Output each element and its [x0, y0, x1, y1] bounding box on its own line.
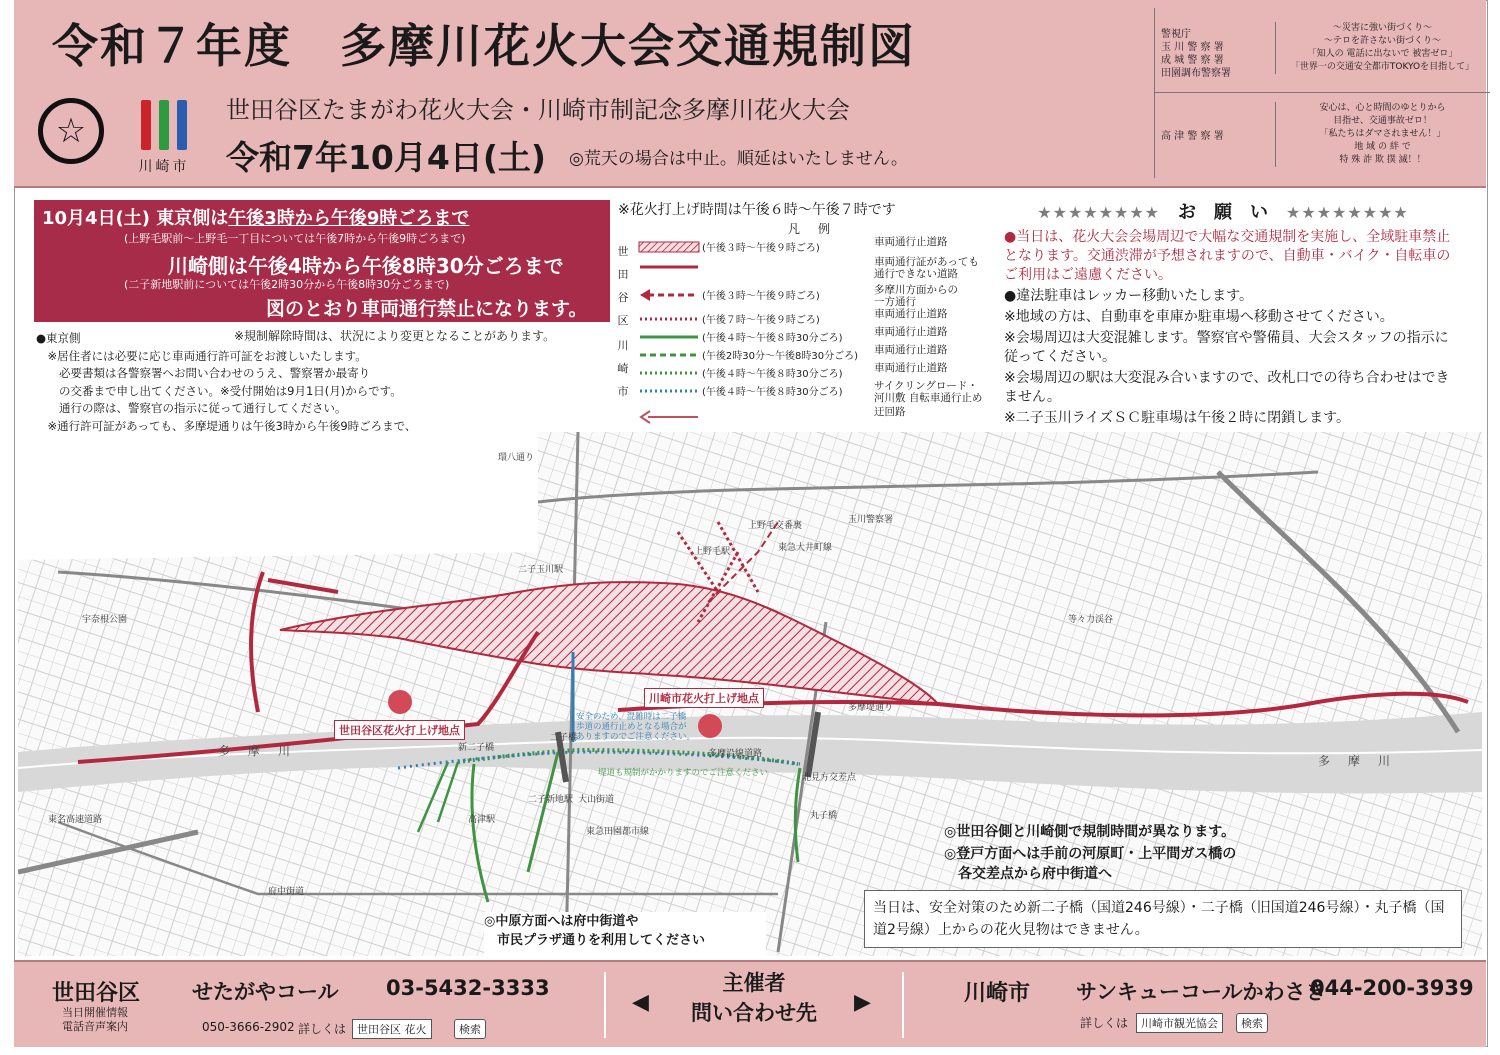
map-place-label: 多摩堤通り	[848, 703, 894, 713]
legend-symbol-solid	[638, 330, 700, 344]
regulation-map[interactable]	[18, 432, 1482, 956]
map-place-label: 二子玉川駅	[518, 565, 564, 575]
map-place-label: 上野毛駅	[694, 547, 731, 557]
event-subtitle: 世田谷区たまがわ花火大会・川崎市制記念多摩川花火大会	[226, 96, 850, 124]
request-item: ●当日は、花火大会会場周辺で大幅な交通規制を実施し、全域駐車禁止となります。交通渋滞が予想されますので、自動車・バイク・自転車のご利用はご遠慮ください。	[1004, 229, 1451, 283]
legend-item	[638, 256, 1008, 280]
map-place-label: 上野毛交番裏	[748, 521, 803, 531]
setagaya-voice-phone-link[interactable]: 050-3666-2902	[202, 1020, 295, 1034]
header	[14, 0, 1486, 188]
map-place-label: 東名高速道路	[48, 815, 103, 825]
map-place-label: 多摩沿線道路	[708, 749, 763, 759]
setagaya-launch-site-marker	[388, 690, 412, 714]
organizer-contact-heading: 主催者 問い合わせ先	[691, 971, 817, 1025]
legend-description: 車両通行止道路	[874, 308, 948, 320]
logo-bar-green	[159, 100, 169, 150]
regulation-difference-note: ◎世田谷側と川崎側で規制時間が異なります。	[944, 824, 1236, 840]
police-names: 高 津 警 察 署	[1161, 131, 1224, 142]
page-title: 令和７年度 多摩川花火大会交通規制図	[52, 19, 916, 73]
legend-symbol-dotted	[638, 366, 700, 380]
tokyo-time	[42, 204, 469, 230]
map-place-label: 大山街道	[578, 795, 615, 805]
legend-description: 多摩川方面からの 一方通行	[874, 284, 958, 308]
river-label-right: 多摩川	[1318, 754, 1409, 768]
request-title	[996, 198, 1450, 224]
kawasaki-call-name: サンキューコールかわさき	[1076, 980, 1327, 1004]
map-legend	[616, 238, 1006, 428]
request-item: ※地域の方は、自動車を車庫か駐車場へ移動させてください。	[1004, 309, 1394, 325]
kawasaki-phone-link[interactable]: 044-200-3939	[1310, 976, 1474, 1000]
legend-description: 車両通行止道路	[874, 326, 948, 338]
legend-time: (午後４時〜午後８時30分ごろ)	[702, 369, 843, 380]
legend-item	[638, 346, 1008, 364]
legend-side-setagaya: 世田谷区	[617, 245, 629, 327]
legend-description: 車両通行止道路	[874, 344, 948, 356]
map-place-label: 丸子橋	[810, 811, 838, 821]
legend-symbol-solid	[638, 260, 700, 274]
map-place-label: 環八通り	[498, 453, 535, 463]
kawasaki-time: 川崎側は午後4時から午後8時30分ごろまで	[168, 254, 564, 278]
map-place-label: 北見方交差点	[802, 773, 857, 783]
police-slogan: 〜災害に強い街づくり〜 〜テロを許さない街づくり〜 「知人の 電話に出ないで 被害ゼロ」 「世界一の交通安全都市TOKYOを目指して」	[1275, 22, 1487, 74]
map-place-label: 高津駅	[468, 815, 496, 825]
setagaya-more-label: 詳しくは	[298, 1022, 347, 1036]
map-place-label: 東急大井町線	[778, 543, 833, 553]
legend-time: (午後３時〜午後９時ごろ)	[702, 243, 820, 254]
request-heading: お 願 い	[1178, 202, 1268, 223]
request-item: ※会場周辺は大変混雑します。警察官や警備員、大会スタッフの指示に従ってください。	[1004, 330, 1449, 365]
right-arrow-icon: ▶	[854, 990, 871, 1015]
footer-divider	[604, 972, 606, 1038]
kawasaki-city-label: 川崎市	[964, 981, 1031, 1006]
legend-item	[638, 238, 1008, 256]
legend-description: 車両通行止道路	[874, 236, 948, 248]
logo-bar-blue	[177, 100, 187, 150]
fireworks-time-note: ※花火打上げ時間は午後６時〜午後７時です	[618, 202, 896, 218]
setagaya-call-name: せたがやコール	[192, 980, 339, 1004]
legend-symbol-dotted	[638, 384, 700, 398]
legend-time: (午後2時30分〜午後8時30分ごろ)	[702, 351, 858, 362]
regulation-time-panel	[34, 200, 610, 322]
map-place-label: 二子橋	[550, 733, 578, 743]
legend-symbol-dotted	[638, 312, 700, 326]
map-place-label: 府中街道	[268, 887, 305, 897]
legend-time: (午後４時〜午後８時30分ごろ)	[702, 387, 843, 398]
regulation-notes: ●東京側 ※居住者には必要に応じ車両通行許可証をお渡しいたします。 必要書類は各警察署へお問い合わせのうえ、警察署か最寄り の交番まで申し出てください。※受付開始は9月1日(月)からです。 通行の際は、警察官の指示に従って通行してください。 ※通行許可証があっても、多摩堤通りは午後3時から午後9時ごろまで、	[36, 331, 417, 433]
legend-side-kawasaki: 川崎市	[617, 339, 629, 398]
setagaya-emblem-icon: ☆	[38, 98, 104, 164]
bridge-safety-note: 安全のため、混雑時は二子橋 歩道の通行止めとなる場合が ありますのでご注意ください。	[576, 712, 696, 742]
setagaya-launch-site-label: 世田谷区花火打上げ地点	[334, 720, 465, 740]
request-item: ※二子玉川ライズＳＣ駐車場は午後２時に閉鎖します。	[1004, 410, 1351, 426]
setagaya-phone-link[interactable]: 03-5432-3333	[386, 976, 550, 1000]
map-place-label: 等々力渓谷	[1068, 615, 1114, 625]
setagaya-ward-label: 世田谷区	[52, 981, 141, 1006]
event-date: 令和7年10月4日(土)	[226, 138, 547, 177]
star-decoration-icon: ★★★★★★★★	[1037, 203, 1160, 222]
legend-item	[638, 328, 1008, 346]
release-note: ※規制解除時間は、状況により変更となることがあります。	[234, 329, 556, 343]
city-logo-label: 川崎市	[138, 159, 190, 175]
map-place-label: 新二子橋	[458, 743, 495, 753]
kawasaki-launch-site-label: 川崎市花火打上げ地点	[644, 688, 764, 708]
kawasaki-launch-site-marker	[698, 714, 722, 738]
legend-description: サイクリングロード・ 河川敷 自転車通行止め	[874, 380, 983, 404]
legend-symbol-dashed	[638, 348, 700, 362]
police-slogan: 安心は、心と時間のゆとりから 目指せ、交通事故ゼロ！ 「私たちはダマされません！」 地 域 の 絆 で 特 殊 詐 欺 撲 滅！！	[1275, 102, 1487, 167]
legend-description: 車両通行止道路	[874, 362, 948, 374]
legend-symbol-dash-arrow	[638, 288, 700, 302]
tokyo-time-range: 午後3時から午後9時ごろまで	[228, 208, 470, 229]
kawasaki-more-label: 詳しくは	[1080, 1016, 1129, 1030]
kawasaki-search-button[interactable]: 検索	[1236, 1013, 1268, 1033]
nakahara-route-text: ◎中原方面へは府中街道や 市民プラザ通りを利用してください	[484, 914, 706, 948]
police-info-box	[1154, 8, 1490, 178]
weather-note: ◎荒天の場合は中止。順延はいたしません。	[569, 149, 908, 169]
request-list	[1004, 228, 1454, 430]
legend-time: (午後３時〜午後９時ごろ)	[702, 291, 820, 302]
request-item: ※会場周辺の駅は大変混み合いますので、改札口での待ち合わせはできません。	[1004, 370, 1450, 405]
map-place-label: 東急田園都市線	[586, 827, 650, 837]
legend-item	[638, 284, 1008, 308]
tokyo-time-prefix: 10月4日(土) 東京側は	[42, 208, 229, 229]
footer-contact	[14, 960, 1486, 1047]
legend-symbol-hatch	[638, 240, 700, 254]
kaminoge-time: (上野毛駅前〜上野毛一丁目については午後7時から午後9時ごろまで)	[124, 232, 466, 245]
map-place-label: 玉川警察署	[848, 515, 894, 525]
setagaya-search-term[interactable]: 世田谷区 花火	[352, 1019, 432, 1039]
legend-symbol-arrow	[638, 410, 700, 424]
logo-bar-red	[141, 100, 151, 150]
legend-heading: 凡例	[788, 222, 849, 236]
footer-divider	[902, 972, 904, 1038]
legend-description: 迂回路	[874, 406, 906, 418]
futakoshinchi-time: (二子新地駅前については午後2時30分から午後8時30分ごろまで)	[124, 278, 450, 291]
legend-time: (午後４時〜午後８時30分ごろ)	[702, 333, 843, 344]
legend-item	[638, 380, 1008, 404]
legend-time: (午後７時〜午後９時ごろ)	[702, 315, 820, 326]
request-item: ●違法駐車はレッカー移動いたします。	[1004, 288, 1253, 304]
police-names: 警視庁 玉 川 警 察 署 成 城 警 察 署 田園調布警察署	[1161, 29, 1231, 79]
legend-item	[638, 408, 1008, 426]
noborito-route-note: ◎登戸方面へは手前の河原町・上平間ガス橋の 各交差点から府中街道へ	[944, 846, 1237, 882]
legend-item	[638, 310, 1008, 328]
star-decoration-icon: ★★★★★★★★	[1286, 203, 1409, 222]
police-row-kanagawa	[1155, 94, 1490, 178]
bank-road-note: 堤道も規制がかかりますのでご注意ください	[598, 768, 769, 778]
river-label-left: 多摩川	[218, 744, 309, 758]
nakahara-route-note	[484, 912, 766, 956]
closure-statement: 図のとおり車両通行禁止になります。	[266, 298, 588, 320]
kawasaki-search-term[interactable]: 川崎市観光協会	[1136, 1013, 1223, 1033]
police-row-tokyo	[1155, 8, 1490, 93]
map-place-label: 宇奈根公園	[82, 615, 128, 625]
left-arrow-icon: ◀	[632, 990, 649, 1015]
map-place-label: 二子新地駅	[528, 795, 574, 805]
setagaya-search-button[interactable]: 検索	[454, 1019, 486, 1039]
legend-description: 車両通行証があっても 通行できない道路	[874, 256, 979, 280]
setagaya-day-info: 当日開催情報 電話音声案内	[62, 1006, 128, 1033]
bridge-viewing-ban-note: 当日は、安全対策のため新二子橋（国道246号線）・二子橋（旧国道246号線）・丸子橋（国道2号線）上からの花火見物はできません。	[864, 890, 1462, 948]
kawasaki-city-logo	[122, 98, 206, 184]
